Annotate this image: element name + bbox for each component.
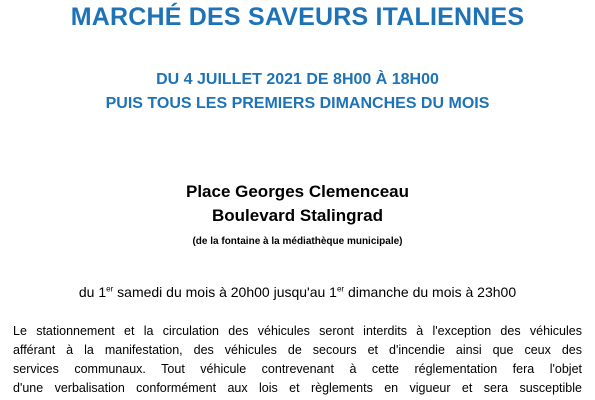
paragraph-line-4: d'une verbalisation conformément aux lois et règlements en vigueur et sera susceptible	[13, 381, 582, 395]
paragraph-line-3: services communaux. Tout véhicule contrevenant à cette réglementation fera l'objet	[13, 362, 582, 376]
location-boulevard: Boulevard Stalingrad	[212, 206, 383, 225]
schedule-sup-2: er	[336, 284, 345, 294]
schedule-line	[0, 283, 595, 301]
location-note: (de la fontaine à la médiathèque municipale)	[192, 236, 403, 247]
schedule-part-1: du 1	[78, 284, 107, 300]
regulation-paragraph	[13, 322, 582, 398]
schedule-part-2: samedi du mois à 20h00 jusqu'au 1	[113, 284, 337, 300]
schedule-sup-1: er	[106, 284, 114, 294]
paragraph-line-2: afférant à la manifestation, des véhicules de secours et d'incendie ainsi que ceux des	[13, 343, 582, 357]
paragraph-line-1: Le stationnement et la circulation des véhicules seront interdits à l'exception des véhicules	[13, 324, 582, 338]
page-title: MARCHÉ DES SAVEURS ITALIENNES	[70, 3, 525, 31]
location-block	[0, 180, 595, 228]
dates-line-2: PUIS TOUS LES PREMIERS DIMANCHES DU MOIS	[105, 95, 490, 112]
event-dates	[0, 68, 595, 116]
schedule-part-3: dimanche du mois à 23h00	[344, 284, 517, 300]
location-place: Place Georges Clemenceau	[185, 182, 409, 201]
dates-line-1: DU 4 JUILLET 2021 DE 8H00 À 18H00	[156, 71, 439, 88]
